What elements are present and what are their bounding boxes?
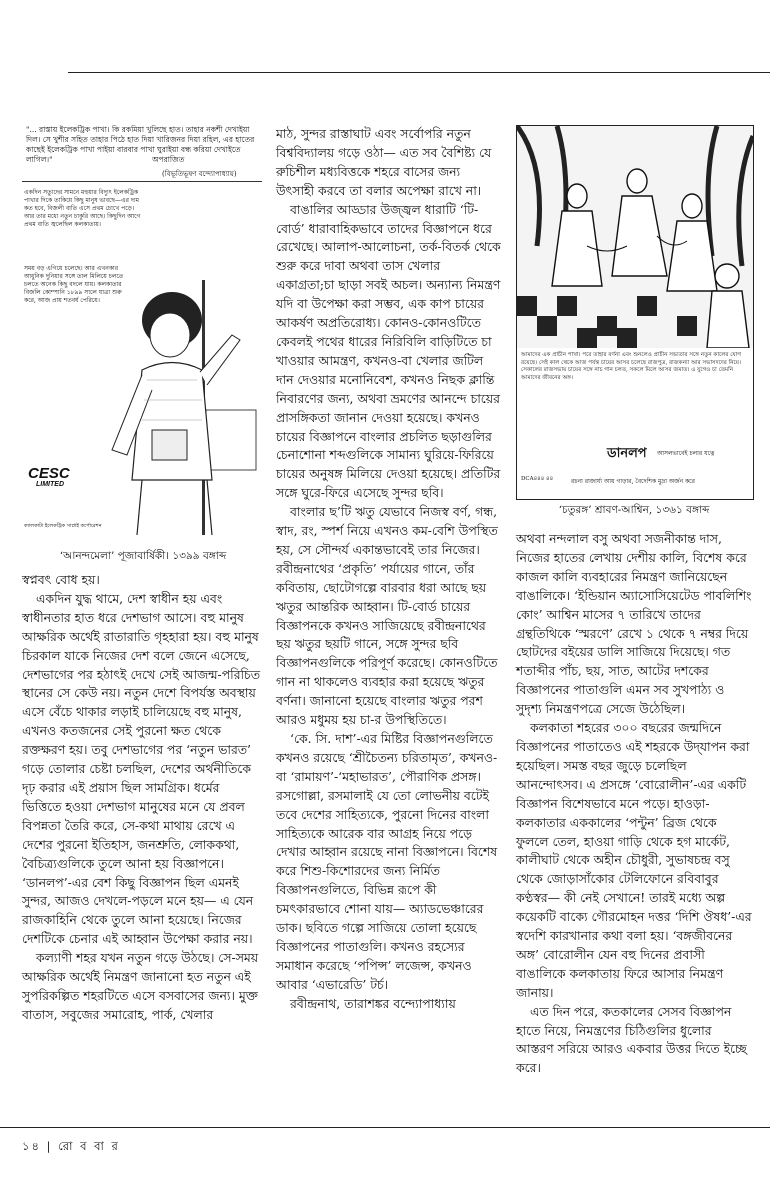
article-column-2 [276, 125, 502, 1014]
ad-quote-author: (বিভূতিভূষণ বন্দ্যোপাধ্যায়) [162, 170, 237, 178]
paragraph: অথবা নন্দলাল বসু অথবা সজনীকান্ত দাস, নিজের হাতের লেখায় দেশীয় কালি, বিশেষ করে কাজল কালি ব্যবহারের নিমন্ত্রণ জানিয়েছেন বাঙালিকে। ‘ইন্ডিয়ান অ্যাসোসিয়েটেড পাবলিশিং কোং’ আশ্বিন মাসের ৭ তারিখে তাদের গ্রন্থতিথিকে ‘স্মরণে’ রেখে ১ থেকে ৭ নম্বর দিয়ে ছোটদের বইয়ের ডালি সাজিয়ে দিয়েছে। গত শতাব্দীর পাঁচ, ছয়, সাত, আটের দশকের বিজ্ঞাপনের পাতাগুলি এমন সব সুখপাঠ্য ও সুদৃশ্য নিমন্ত্রণপত্রে সেজে উঠেছিল। [516, 531, 752, 717]
cesc-logo: CESC [28, 465, 70, 482]
ad-body-text: একদিন সত্যুদের সামনে মহুয়ার বিদ্যুৎ ইলেকট্রিক পাখার দিকে তাকিয়ে কিছু মানুষ ভাবছে—এর দাম কত হবে, বিজলী বাতি এসে প্রথম চোখে পড়ে। আর তার মধ্যে নতুন চাকুরি আছে। কিছুদিন আগে প্রথম বাতি জ্বলেছিল কলকাতায়। [24, 189, 141, 228]
dunlop-advertisement [516, 125, 754, 500]
ad-body-text-2: সময় বড় এগিয়ে চলেছে। আর এখনকার আধুনিক দুনিয়ার সঙ্গে তাল মিলিয়ে চলতে চলতে অনেক কিছু বদলে যায়। কলকাতার বিজলি কোম্পানি ১৮৯৯ সালে যাত্রা শুরু করে, আজ প্রায় শতবর্ষ পেরিয়ে। [24, 265, 124, 304]
boy-illustration [82, 280, 262, 535]
ad-text [521, 352, 749, 382]
ad-caption-left: ‘আনন্দমেলা’ পূজাবার্ষিকী। ১৩৯৯ বঙ্গাব্দ [59, 550, 227, 562]
page-folio: ১৪ | রো ব বা র [22, 1139, 120, 1153]
dunlop-logo: ডানলপ [607, 446, 647, 461]
dunlop-tagline: আসলভাবেই চলার যত্নে [657, 450, 715, 457]
paragraph: বাঙালির আড্ডার উজ্জ্বল ধারাটি ‘টি-বোর্ড’ ধারাবাহিকভাবে তাদের বিজ্ঞাপনে ধরে রেখেছে। আলাপ-আলোচনা, তর্ক-বিতর্ক থেকে শুরু করে দাবা অথবা তাস খেলার একাগ্রতা;চা ছাড়া সবই অচল। অন্যান্য নিমন্ত্রণ যদি বা উপেক্ষা করা সম্ভব, এক কাপ চায়ের আকর্ষণ অপ্রতিরোধ্য। কোনও-কোনওটিতে কেবলই পথের ধারের নিরিবিলি বাড়িটিতে চা খাওয়ার আমন্ত্রণ, কখনও-বা খেলার জটিল দান দেওয়ার মনোনিবেশ, কখনও নিছক ক্লান্তি নিবারণের জন্য, অথবা ভ্রমণের আনন্দে চায়ের প্রাসঙ্গিকতা জানান দেওয়া হয়েছে। কখনও চায়ের বিজ্ঞাপনে বাংলার প্রচলিত ছড়াগুলির চেনাশোনা শব্দগুলিকে সামান্য ঘুরিয়ে-ফিরিয়ে চায়ের অনুষঙ্গ মিলিয়ে দেওয়া হয়েছে। প্রতিটির সঙ্গে ঘুরে-ফিরে এসেছে সুন্দর ছবি। [276, 201, 501, 501]
ad-quote: "... রাস্তায় ইলেকট্রিক পাখা। কি রকমিয়া খুলিছে হাত। তাহার নকশী দেখাইয়া দিল। সে খুশীর সহিত তাহার পিঠে হাত দিয়া খারিজনর দিয়া রহিল, এর হাতের কাছেই ইলেকট্রিক পাখা পাইয়া বারবার পাখা ঘুরাইয়া বন্ধ করিয়া দেখাইতে লাগিল।" [26, 125, 255, 164]
ad-code: DCA৪৪৪ ৪৪ [521, 476, 554, 482]
ad-divider [22, 181, 262, 182]
ad-caption-right: ‘চতুরঙ্গ’ শ্রাবণ-আশ্বিন, ১৩৬১ বঙ্গাব্দ [558, 504, 710, 516]
bottom-rule [0, 1127, 770, 1128]
ad-text-part-1: আমাদের এক প্রাচীন পাখা। পরে তাহার বর্ণনা এবং শুনলেও প্রাচীন সভ্যতার সঙ্গে নতুন কালের যোগ রয়েছে। সেই কাল থেকে আজ পর্যন্ত চায়ের আসর চলেছে রাজপুত্র, রাজকন্যা আর সভাসদদের নিয়ে। [521, 352, 742, 366]
top-rule [68, 72, 770, 73]
court-scene-illustration [517, 126, 753, 348]
paragraph: বাংলার ছ’টি ঋতু যেভাবে নিজস্ব বর্ণ, গন্ধ, স্বাদ, রং, স্পর্শ নিয়ে এখনও কম-বেশি উপস্থিত হয়, সে সৌন্দর্য একান্তভাবেই তার নিজের। রবীন্দ্রনাথের ‘প্রকৃতি’ পর্যায়ের গানে, তাঁর কবিতায়, ছোটোগল্পে বারবার ধরা আছে ছয় ঋতুর আন্তরিক আহ্বান। টি-বোর্ড চায়ের বিজ্ঞাপনকে কখনও সাজিয়েছে রবীন্দ্রনাথের ছয় ঋতুর ছয়টি গানে, সঙ্গে সুন্দর ছবি বিজ্ঞাপনগুলিকে পরিপূর্ণ করেছে। কোনওটিতে গান না থাকলেও ব্যবহার করা হয়েছে ঋতুর বর্ণনা। জানানো হয়েছে বাংলার ঋতুর পরশ আরও মধুময় হয় চা-র উপস্থিতিতে। [276, 504, 498, 728]
paragraph: ‘কে. সি. দাশ’-এর মিষ্টির বিজ্ঞাপনগুলিতে কখনও রয়েছে ‘শ্রীচৈতন্য চরিতামৃত’, কখনও-বা ‘রামায়ণ’-‘মহাভারত’, পৌরাণিক প্রসঙ্গ। রসগোল্লা, রসমালাই যে তো লোভনীয় বটেই তবে দেশের সাহিত্যকে, পুরনো দিনের বাংলা সাহিত্যকে আরেক বার আগ্রহ নিয়ে পড়ে দেখার আহ্বান রয়েছে নানা বিজ্ঞাপনে। বিশেষ করে শিশু-কিশোরদের জন্য নির্মিত বিজ্ঞাপনগুলিতে, বিভিন্ন রূপে কী চমৎকারভাবে শোনা যায়— অ্যাডভেঞ্চারের ডাক। ছবিতে গল্পে সাজিয়ে তোলা হয়েছে বিজ্ঞাপনের পাতাগুলি। কখনও রহস্যের সমাধান করেছে ‘পপিন্স’ লজেন্স, কখনও আবার ‘এভারেডি’ টর্চ। [276, 731, 498, 992]
paragraph: একদিন যুদ্ধ থামে, দেশ স্বাধীন হয় এবং স্বাধীনতার হাত ধরে দেশভাগ আসে। বহু মানুষ আক্ষরিক অর্থেই রাতারাতি গৃহহারা হয়। বহু মানুষ চিরকাল যাকে নিজের দেশ বলে জেনে এসেছে, দেশভাগের পর হঠাৎই দেখে সেই আজন্ম-পরিচিত স্থানের সে কেউ নয়। নতুন দেশে বিপর্যস্ত অবস্থায় এসে বেঁচে থাকার লড়াই চালিয়েছে বহু মানুষ, এখনও কতজনের সেই পুরনো ক্ষত থেকে রক্তক্ষরণ হয়। তবু দেশভাগের পর ‘নতুন ভারত’ গড়ে তোলার চেষ্টা চলছিল, দেশের অর্থনীতিকে দৃঢ় করার এই প্রয়াস ছিল সামগ্রিক। ধর্মের ভিত্তিতে হওয়া দেশভাগ মানুষের মনে যে প্রবল বিপন্নতা তৈরি করে, সে-কথা মাথায় রেখে এ দেশের পুরনো ইতিহাস, জনশ্রুতি, লোককথা, বৈচিত্র্যগুলিকে তুলে আনা হয় বিজ্ঞাপনে। ‘ডানলপ’-এর বেশ কিছু বিজ্ঞাপন ছিল এমনই সুন্দর, আজও দেখলে-পড়লে মনে হয়— এ যেন রাজকাহিনি থেকে তুলে আনা হয়েছে। নিজের দেশটিকে চেনার এই আহ্বান উপেক্ষা করার নয়। [22, 590, 261, 947]
cesc-advertisement [22, 125, 262, 535]
ad-quote-source: অপরাজিত [152, 155, 185, 164]
paragraph: স্বপ্নবৎ বোধ হয়। [22, 572, 100, 587]
paragraph: মাঠ, সুন্দর রাস্তাঘাট এবং সর্বোপরি নতুন বিশ্ববিদ্যালয় গড়ে ওঠা— এত সব বৈশিষ্ট্য যে রুচিশীল মধ্যবিত্তকে শহরে বাসের জন্য উৎসাহী করবে তা বলার অপেক্ষা রাখে না। [276, 126, 492, 198]
article-column-3 [516, 530, 752, 1078]
paragraph: রবীন্দ্রনাথ, তারাশঙ্কর বন্দ্যোপাধ্যায় [290, 995, 456, 1011]
ad-footer-line: রচনা রাজার্য্য আয় গাড়ার, বৈদেশিক মুদ্রা অর্জন করে [571, 478, 695, 485]
ad-credit: ক্যালকাটা ইলেকট্রিক সাপ্লাই কর্পোরেশন [24, 523, 102, 529]
paragraph: এত দিন পরে, কতকালের সেসব বিজ্ঞাপন হাতে নিয়ে, নিমন্ত্রণের চিঠিগুলির ধুলোর আস্তরণ সরিয়ে আরও একবার উত্তর দিতে ইচ্ছে করে। [516, 1003, 747, 1076]
article-column-1 [22, 571, 262, 1025]
cesc-logo-sub: LIMITED [36, 481, 64, 488]
ad-text-part-2: সেকালের রাজসভায় চায়ের সঙ্গে নাচ গান চলত, সকলে মিলে আসর জমাত। এ যুগেও চা তেমনি আমাদের জীবনের অঙ্গ। [521, 367, 734, 381]
paragraph: কল্যাণী শহর যখন নতুন গড়ে উঠছে। সে-সময় আক্ষরিক অর্থেই নিমন্ত্রণ জানানো হত নতুন এই সুপরিকল্পিত শহরটিতে এসে বসবাসের জন্য। মুক্ত বাতাস, সবুজের সমারোহ, পার্ক, খেলার [22, 950, 259, 1022]
paragraph: কলকাতা শহরের ৩০০ বছরের জন্মদিনে বিজ্ঞাপনের পাতাতেও এই শহরকে উদ্‌যাপন করা হয়েছিল। সমস্ত বছর জুড়ে চলেছিল আনন্দোৎসব। এ প্রসঙ্গে ‘বোরোলীন’-এর একটি বিজ্ঞাপন বিশেষভাবে মনে পড়ে। হাওড়া-কলকাতার এককালের ‘পন্টুন’ ব্রিজ থেকে ফুললে তেল, হাওয়া গাড়ি থেকে হগ মার্কেট, কালীঘাট থেকে অহীন চৌধুরী, সুভাষচন্দ্র বসু থেকে জোড়াসাঁকোর টেলিফোনে রবিবাবুর কণ্ঠস্বর— কী নেই সেখানে! তারই মধ্যে অল্প কয়েকটি বাক্যে গৌরমোহন দত্তর ‘দিশি ঔষধ’-এর স্বদেশি কারখানার কথা বলা হয়। ‘বঙ্গজীবনের অঙ্গ’ বোরোলীন যেন বহু দিনের প্রবাসী বাঙালিকে কলকাতায় ফিরে আসার নিমন্ত্রণ জানায়। [516, 720, 752, 1000]
